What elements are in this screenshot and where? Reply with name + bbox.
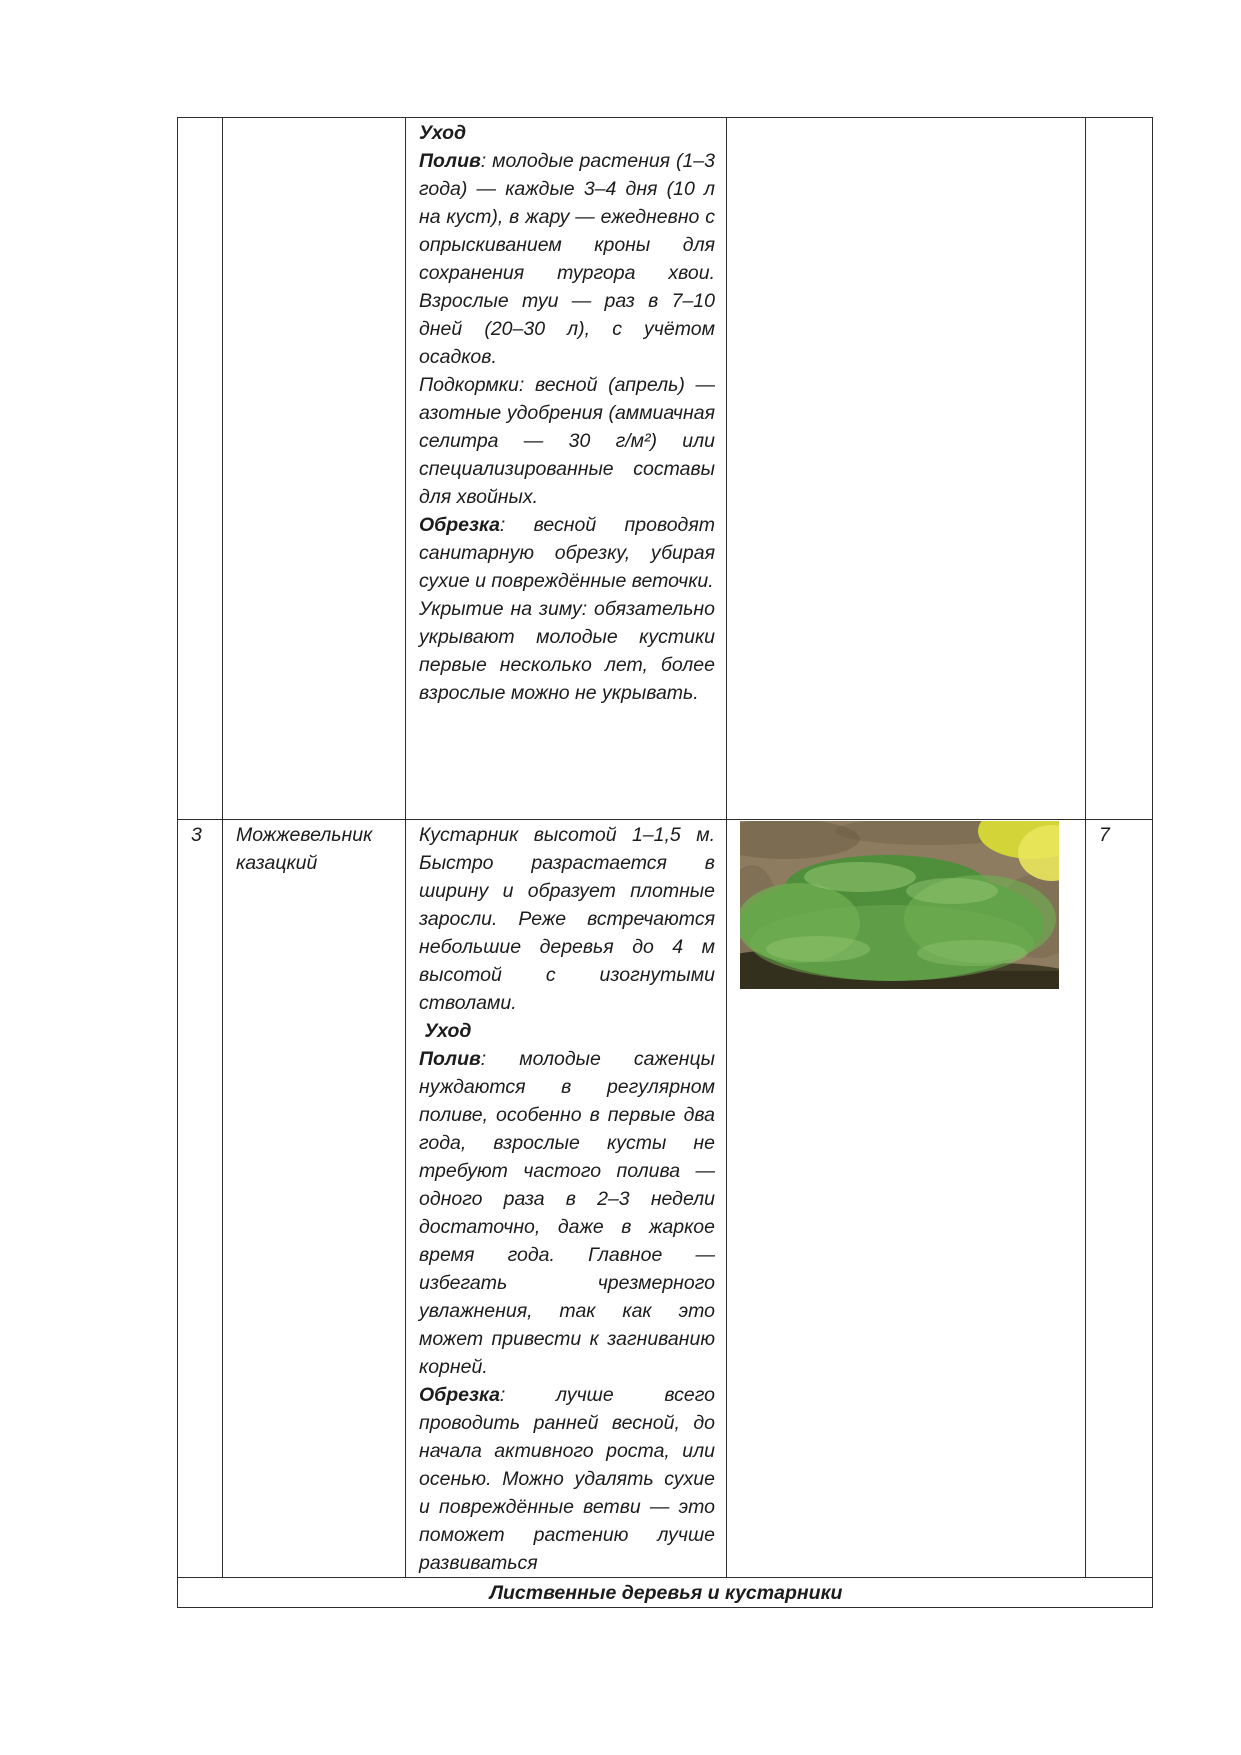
cell-photo [727,820,1086,1578]
juniper-bush-photo [740,821,1059,989]
cell-row-number [178,118,223,820]
cell-plant-name: Можжевельник казацкий [223,820,406,1578]
plants-table [177,117,1153,1608]
section-title: Лиственные деревья и кустарники [178,1578,1153,1608]
paragraph: Подкормки: весной (апрель) — азотные удобрения (аммиачная селитра — 30 г/м²) или специализированные составы для хвойных. [419,374,715,508]
paragraph: Кустарник высотой 1–1,5 м. Быстро разрастается в ширину и образует плотные заросли. Реже встречаются небольшие деревья до 4 м высотой с изогнутыми стволами. [419,824,715,1014]
table-row-care-continuation [178,118,1153,820]
cell-photo-empty [727,118,1086,820]
paragraph: Обрезка: весной проводят санитарную обрезку, убирая сухие и повреждённые веточки. [419,514,715,592]
paragraph: Обрезка: лучше всего проводить ранней весной, до начала активного роста, или осенью. Можно удалять сухие и повреждённые ветви — это поможет растению лучше развиваться [419,1384,715,1574]
table-row-juniper [178,820,1153,1578]
photo-foliage-highlight [906,878,998,904]
paragraph: Уход [419,122,467,144]
photo-foliage-highlight [804,862,916,892]
photo-foliage-highlight [766,936,870,962]
cell-quantity: 7 [1086,820,1153,1578]
paragraph: Полив: молодые саженцы нуждаются в регулярном поливе, особенно в первые два года, взрослые кусты не требуют частого полива — одного раза в 2–3 недели достаточно, даже в жаркое время года. Главное — избегать чрезмерного увлажнения, так как это может привести к загниванию корней. [419,1048,715,1378]
cell-plant-name [223,118,406,820]
table-row-section-header [178,1578,1153,1608]
cell-care-text [406,118,727,820]
cell-quantity [1086,118,1153,820]
cell-row-number: 3 [178,820,223,1578]
paragraph: Укрытие на зиму: обязательно укрывают молодые кустики первые несколько лет, более взрослые можно не укрывать. [419,598,715,704]
cell-description-text [406,820,727,1578]
photo-foliage-highlight [917,940,1027,966]
paragraph: Уход [419,1020,472,1042]
paragraph: Полив: молодые растения (1–3 года) — каждые 3–4 дня (10 л на куст), в жару — ежедневно с опрыскиванием кроны для сохранения тургора хвои. Взрослые туи — раз в 7–10 дней (20–30 л), с учётом осадков. [419,150,715,368]
